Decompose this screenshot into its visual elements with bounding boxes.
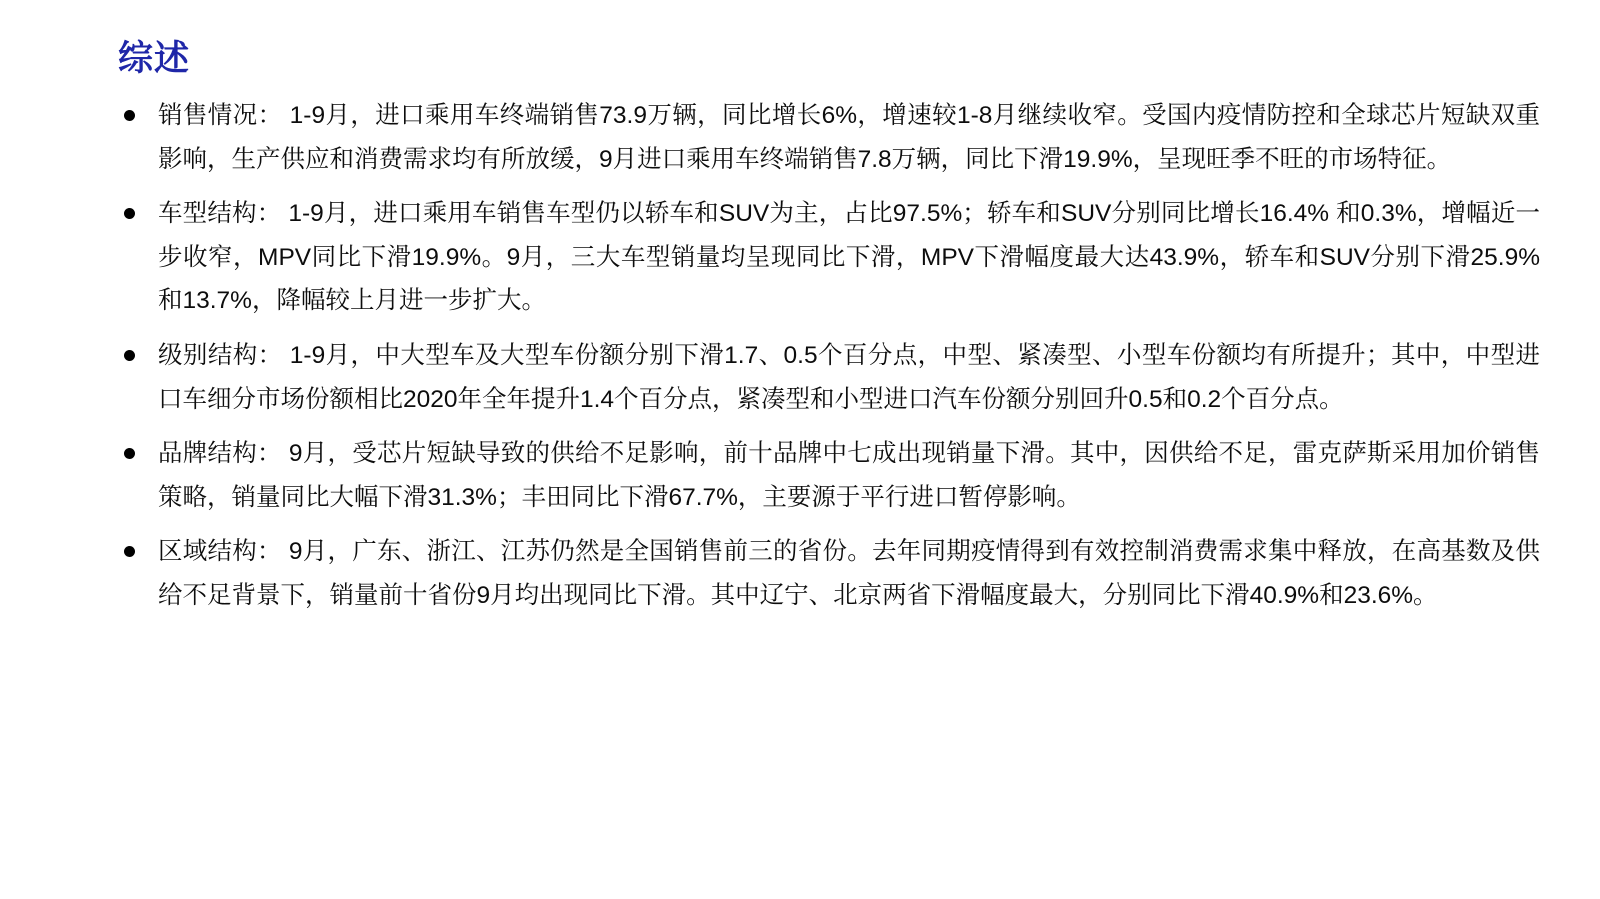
list-item-text: 1-9月，中大型车及大型车份额分别下滑1.7、0.5个百分点，中型、紧凑型、小型车份额均有所提升；其中，中型进口车细分市场份额相比2020年全年提升1.4个百分点，紧凑型和小型进口汽车份额分别回升0.5和0.2个百分点。 — [158, 342, 1540, 413]
list-item-lead: 品牌结构： — [158, 440, 282, 468]
list-item — [118, 530, 1540, 617]
list-item-lead: 车型结构： — [158, 200, 282, 228]
summary-bullet-list — [118, 94, 1540, 618]
page-title: 综述 — [118, 39, 191, 78]
list-item-text: 9月，受芯片短缺导致的供给不足影响，前十品牌中七成出现销量下滑。其中，因供给不足，雷克萨斯采用加价销售策略，销量同比大幅下滑31.3%；丰田同比下滑67.7%，主要源于平行进口暂停影响。 — [158, 440, 1540, 511]
list-item — [118, 432, 1540, 519]
list-item — [118, 94, 1540, 181]
list-item — [118, 334, 1540, 421]
list-item-lead: 区域结构： — [158, 538, 282, 566]
list-item-lead: 销售情况： — [158, 102, 283, 129]
list-item-text: 1-9月，进口乘用车终端销售73.9万辆，同比增长6%，增速较1-8月继续收窄。受国内疫情防控和全球芯片短缺双重影响，生产供应和消费需求均有所放缓，9月进口乘用车终端销售7.8万辆，同比下滑19.9%，呈现旺季不旺的市场特征。 — [158, 102, 1541, 173]
list-item-text: 1-9月，进口乘用车销售车型仍以轿车和SUV为主，占比97.5%；轿车和SUV分别同比增长16.4% 和0.3%，增幅近一步收窄，MPV同比下滑19.9%。9月，三大车型销量均呈现同比下滑，MPV下滑幅度最大达43.9%，轿车和SUV分别下滑25.9%和13.7%，降幅较上月进一步扩大。 — [158, 200, 1540, 315]
list-item-text: 9月，广东、浙江、江苏仍然是全国销售前三的省份。去年同期疫情得到有效控制消费需求集中释放，在高基数及供给不足背景下，销量前十省份9月均出现同比下滑。其中辽宁、北京两省下滑幅度最大，分别同比下滑40.9%和23.6%。 — [158, 538, 1540, 610]
list-item-lead: 级别结构： — [158, 342, 283, 370]
list-item — [118, 192, 1540, 323]
